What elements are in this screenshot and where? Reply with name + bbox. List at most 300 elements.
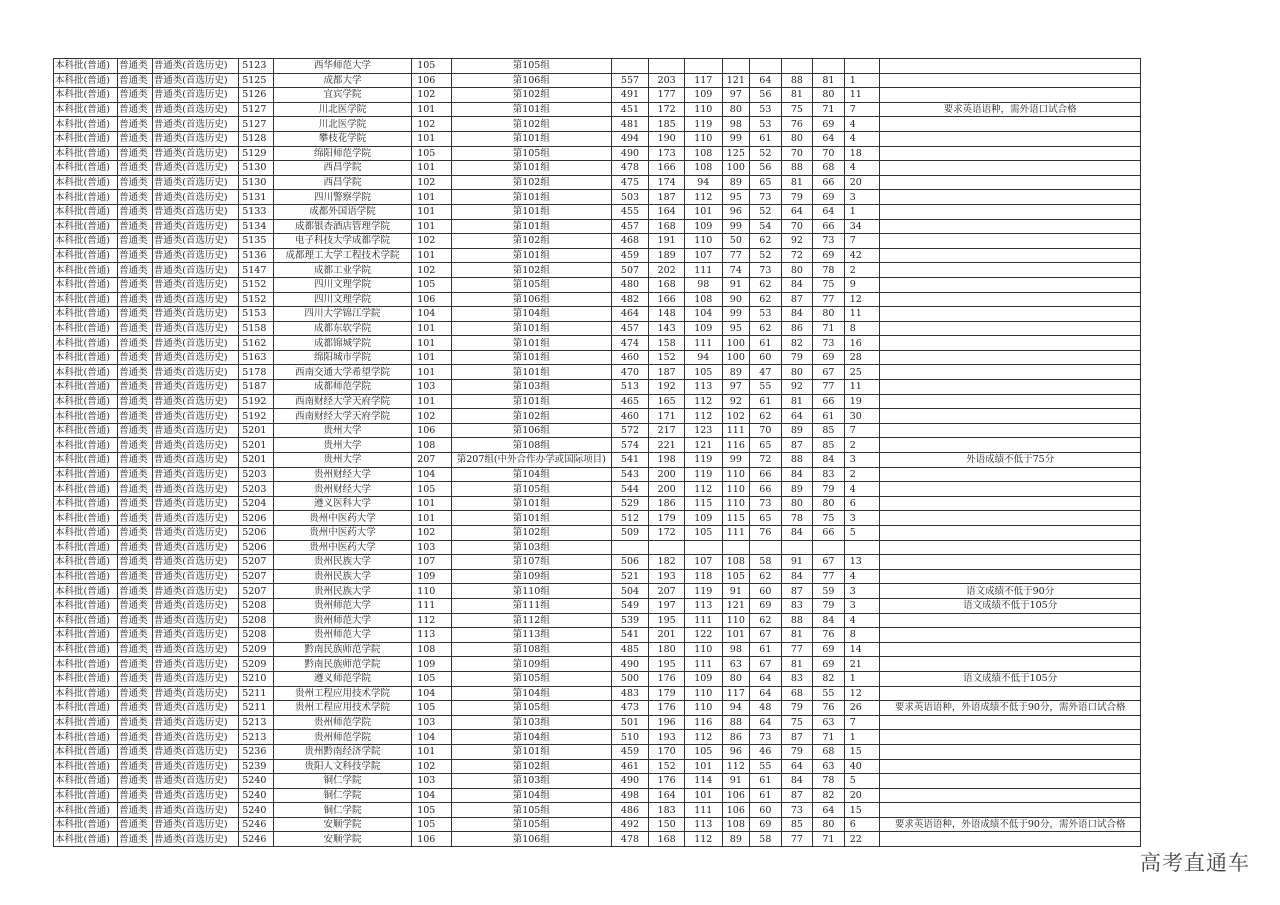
score-f-cell: 64 (813, 131, 845, 146)
score-f-cell: 84 (813, 613, 845, 628)
total-score-cell: 491 (611, 88, 649, 103)
batch-cell: 本科批(普通) (54, 248, 118, 263)
score-b-cell: 104 (684, 307, 722, 322)
score-b-cell: 113 (684, 817, 722, 832)
score-d-cell: 64 (750, 686, 782, 701)
group-name-cell: 第104组 (451, 788, 611, 803)
score-f-cell: 80 (813, 817, 845, 832)
score-a-cell: 179 (649, 511, 685, 526)
category-cell: 普通类 (118, 642, 153, 657)
school-name-cell: 川北医学院 (273, 102, 411, 117)
subject-type-cell: 普通类(首选历史) (152, 321, 239, 336)
score-d-cell: 72 (750, 453, 782, 468)
score-e-cell: 81 (781, 628, 813, 643)
total-score-cell: 451 (611, 102, 649, 117)
score-e-cell: 84 (781, 569, 813, 584)
group-name-cell: 第112组 (451, 613, 611, 628)
group-code-cell: 105 (412, 701, 452, 716)
table-row (54, 744, 1141, 759)
subject-type-cell: 普通类(首选历史) (152, 774, 239, 789)
score-d-cell: 60 (750, 803, 782, 818)
score-f-cell: 76 (813, 701, 845, 716)
batch-cell: 本科批(普通) (54, 496, 118, 511)
score-a-cell: 180 (649, 642, 685, 657)
batch-cell: 本科批(普通) (54, 409, 118, 424)
subject-type-cell: 普通类(首选历史) (152, 744, 239, 759)
score-f-cell: 71 (813, 321, 845, 336)
score-a-cell: 187 (649, 190, 685, 205)
score-d-cell: 61 (750, 774, 782, 789)
category-cell: 普通类 (118, 759, 153, 774)
score-f-cell: 73 (813, 234, 845, 249)
count-cell: 34 (844, 219, 880, 234)
group-name-cell: 第103组 (451, 715, 611, 730)
subject-type-cell: 普通类(首选历史) (152, 307, 239, 322)
count-cell: 25 (844, 365, 880, 380)
group-code-cell: 101 (412, 350, 452, 365)
score-b-cell: 119 (684, 453, 722, 468)
table-row (54, 467, 1141, 482)
batch-cell: 本科批(普通) (54, 321, 118, 336)
remark-cell (880, 511, 1141, 526)
score-d-cell: 64 (750, 671, 782, 686)
score-f-cell: 63 (813, 715, 845, 730)
score-b-cell: 123 (684, 423, 722, 438)
total-score-cell: 490 (611, 657, 649, 672)
score-d-cell: 67 (750, 628, 782, 643)
school-name-cell: 成都外国语学院 (273, 204, 411, 219)
group-name-cell: 第102组 (451, 175, 611, 190)
table-row (54, 832, 1141, 847)
count-cell: 14 (844, 642, 880, 657)
score-f-cell: 69 (813, 190, 845, 205)
score-d-cell: 61 (750, 131, 782, 146)
subject-type-cell: 普通类(首选历史) (152, 88, 239, 103)
score-e-cell: 79 (781, 744, 813, 759)
school-name-cell: 西华师范大学 (273, 59, 411, 74)
score-e-cell: 78 (781, 511, 813, 526)
school-code-cell: 5211 (239, 701, 274, 716)
score-f-cell: 69 (813, 642, 845, 657)
score-d-cell: 62 (750, 292, 782, 307)
score-f-cell: 84 (813, 453, 845, 468)
total-score-cell: 490 (611, 774, 649, 789)
score-d-cell: 56 (750, 161, 782, 176)
count-cell: 3 (844, 511, 880, 526)
school-code-cell: 5208 (239, 613, 274, 628)
category-cell: 普通类 (118, 657, 153, 672)
count-cell (844, 59, 880, 74)
category-cell: 普通类 (118, 496, 153, 511)
table-row (54, 423, 1141, 438)
subject-type-cell: 普通类(首选历史) (152, 263, 239, 278)
subject-type-cell: 普通类(首选历史) (152, 511, 239, 526)
batch-cell: 本科批(普通) (54, 292, 118, 307)
group-name-cell: 第101组 (451, 161, 611, 176)
score-d-cell: 70 (750, 423, 782, 438)
score-b-cell: 119 (684, 467, 722, 482)
table-row (54, 321, 1141, 336)
score-c-cell: 77 (722, 248, 749, 263)
score-c-cell: 108 (722, 817, 749, 832)
remark-cell (880, 423, 1141, 438)
score-b-cell: 105 (684, 526, 722, 541)
subject-type-cell: 普通类(首选历史) (152, 526, 239, 541)
count-cell: 4 (844, 613, 880, 628)
category-cell: 普通类 (118, 234, 153, 249)
school-code-cell: 5210 (239, 671, 274, 686)
table-row (54, 190, 1141, 205)
score-c-cell: 99 (722, 307, 749, 322)
score-f-cell: 66 (813, 219, 845, 234)
score-f-cell: 71 (813, 102, 845, 117)
score-f-cell: 83 (813, 467, 845, 482)
remark-cell (880, 642, 1141, 657)
school-code-cell: 5208 (239, 628, 274, 643)
batch-cell: 本科批(普通) (54, 146, 118, 161)
group-code-cell: 101 (412, 204, 452, 219)
score-c-cell: 110 (722, 496, 749, 511)
group-code-cell: 101 (412, 336, 452, 351)
group-code-cell: 109 (412, 569, 452, 584)
score-c-cell: 99 (722, 453, 749, 468)
score-e-cell: 79 (781, 701, 813, 716)
school-code-cell: 5162 (239, 336, 274, 351)
score-f-cell: 63 (813, 759, 845, 774)
score-c-cell: 88 (722, 715, 749, 730)
school-code-cell: 5240 (239, 774, 274, 789)
score-a-cell (649, 540, 685, 555)
score-a-cell: 176 (649, 774, 685, 789)
count-cell: 26 (844, 701, 880, 716)
score-b-cell: 113 (684, 380, 722, 395)
category-cell: 普通类 (118, 526, 153, 541)
school-code-cell: 5192 (239, 409, 274, 424)
score-c-cell: 96 (722, 204, 749, 219)
school-code-cell: 5240 (239, 803, 274, 818)
count-cell: 20 (844, 788, 880, 803)
score-b-cell: 108 (684, 146, 722, 161)
school-code-cell: 5125 (239, 73, 274, 88)
batch-cell: 本科批(普通) (54, 423, 118, 438)
batch-cell: 本科批(普通) (54, 526, 118, 541)
school-name-cell: 贵州民族大学 (273, 555, 411, 570)
score-a-cell: 150 (649, 817, 685, 832)
score-f-cell: 70 (813, 146, 845, 161)
batch-cell: 本科批(普通) (54, 671, 118, 686)
score-c-cell: 117 (722, 686, 749, 701)
school-code-cell: 5134 (239, 219, 274, 234)
school-name-cell: 安顺学院 (273, 832, 411, 847)
total-score-cell: 510 (611, 730, 649, 745)
remark-cell (880, 628, 1141, 643)
score-f-cell: 66 (813, 394, 845, 409)
table-row (54, 307, 1141, 322)
score-d-cell: 69 (750, 817, 782, 832)
total-score-cell: 544 (611, 482, 649, 497)
batch-cell: 本科批(普通) (54, 511, 118, 526)
category-cell: 普通类 (118, 321, 153, 336)
category-cell: 普通类 (118, 803, 153, 818)
category-cell: 普通类 (118, 774, 153, 789)
total-score-cell: 574 (611, 438, 649, 453)
total-score-cell: 460 (611, 409, 649, 424)
remark-cell (880, 686, 1141, 701)
school-name-cell: 成都东软学院 (273, 321, 411, 336)
batch-cell: 本科批(普通) (54, 467, 118, 482)
total-score-cell: 455 (611, 204, 649, 219)
score-a-cell: 164 (649, 204, 685, 219)
table-row (54, 161, 1141, 176)
school-name-cell: 宜宾学院 (273, 88, 411, 103)
remark-cell (880, 161, 1141, 176)
score-e-cell: 87 (781, 584, 813, 599)
category-cell: 普通类 (118, 277, 153, 292)
count-cell: 22 (844, 832, 880, 847)
score-a-cell: 168 (649, 219, 685, 234)
group-name-cell: 第101组 (451, 744, 611, 759)
total-score-cell: 485 (611, 642, 649, 657)
subject-type-cell: 普通类(首选历史) (152, 642, 239, 657)
score-d-cell: 64 (750, 73, 782, 88)
score-a-cell: 202 (649, 263, 685, 278)
subject-type-cell: 普通类(首选历史) (152, 350, 239, 365)
score-b-cell: 109 (684, 511, 722, 526)
count-cell: 4 (844, 482, 880, 497)
score-d-cell: 66 (750, 467, 782, 482)
score-f-cell: 71 (813, 832, 845, 847)
total-score-cell: 543 (611, 467, 649, 482)
score-c-cell: 98 (722, 642, 749, 657)
school-code-cell: 5207 (239, 555, 274, 570)
score-b-cell: 113 (684, 598, 722, 613)
score-f-cell: 64 (813, 803, 845, 818)
batch-cell: 本科批(普通) (54, 701, 118, 716)
group-name-cell: 第107组 (451, 555, 611, 570)
table-row (54, 788, 1141, 803)
total-score-cell: 529 (611, 496, 649, 511)
remark-cell (880, 832, 1141, 847)
score-b-cell: 112 (684, 190, 722, 205)
category-cell: 普通类 (118, 394, 153, 409)
score-d-cell: 62 (750, 409, 782, 424)
batch-cell: 本科批(普通) (54, 234, 118, 249)
score-a-cell: 207 (649, 584, 685, 599)
total-score-cell: 459 (611, 248, 649, 263)
score-b-cell: 101 (684, 759, 722, 774)
batch-cell: 本科批(普通) (54, 263, 118, 278)
group-code-cell: 109 (412, 657, 452, 672)
remark-cell (880, 715, 1141, 730)
remark-cell (880, 730, 1141, 745)
category-cell: 普通类 (118, 175, 153, 190)
score-f-cell: 61 (813, 409, 845, 424)
subject-type-cell: 普通类(首选历史) (152, 409, 239, 424)
score-d-cell (750, 540, 782, 555)
count-cell: 6 (844, 817, 880, 832)
score-a-cell: 217 (649, 423, 685, 438)
score-b-cell (684, 540, 722, 555)
school-code-cell: 5211 (239, 686, 274, 701)
subject-type-cell: 普通类(首选历史) (152, 161, 239, 176)
remark-cell (880, 263, 1141, 278)
subject-type-cell: 普通类(首选历史) (152, 730, 239, 745)
remark-cell (880, 526, 1141, 541)
subject-type-cell: 普通类(首选历史) (152, 117, 239, 132)
remark-cell (880, 482, 1141, 497)
school-code-cell: 5203 (239, 482, 274, 497)
score-e-cell: 80 (781, 365, 813, 380)
score-c-cell: 106 (722, 788, 749, 803)
remark-cell: 要求英语语种，外语成绩不低于90分，需外语口试合格 (880, 817, 1141, 832)
total-score-cell: 478 (611, 161, 649, 176)
score-e-cell: 88 (781, 613, 813, 628)
count-cell: 1 (844, 671, 880, 686)
score-f-cell: 85 (813, 438, 845, 453)
batch-cell: 本科批(普通) (54, 482, 118, 497)
score-c-cell: 97 (722, 380, 749, 395)
score-a-cell: 148 (649, 307, 685, 322)
subject-type-cell: 普通类(首选历史) (152, 555, 239, 570)
group-name-cell: 第105组 (451, 817, 611, 832)
school-name-cell: 安顺学院 (273, 817, 411, 832)
group-name-cell: 第101组 (451, 204, 611, 219)
remark-cell (880, 467, 1141, 482)
table-row (54, 248, 1141, 263)
score-f-cell: 67 (813, 365, 845, 380)
table-row (54, 496, 1141, 511)
group-name-cell: 第103组 (451, 774, 611, 789)
subject-type-cell: 普通类(首选历史) (152, 292, 239, 307)
school-name-cell: 遵义师范学院 (273, 671, 411, 686)
group-name-cell: 第109组 (451, 569, 611, 584)
score-a-cell: 152 (649, 759, 685, 774)
group-name-cell: 第101组 (451, 496, 611, 511)
score-b-cell: 118 (684, 569, 722, 584)
school-name-cell: 西南财经大学天府学院 (273, 409, 411, 424)
batch-cell: 本科批(普通) (54, 803, 118, 818)
table-row (54, 380, 1141, 395)
score-f-cell: 71 (813, 730, 845, 745)
total-score-cell: 482 (611, 292, 649, 307)
score-b-cell: 122 (684, 628, 722, 643)
score-e-cell: 72 (781, 248, 813, 263)
score-e-cell: 86 (781, 321, 813, 336)
school-code-cell: 5206 (239, 526, 274, 541)
total-score-cell: 504 (611, 584, 649, 599)
school-code-cell: 5131 (239, 190, 274, 205)
score-c-cell: 91 (722, 277, 749, 292)
total-score-cell: 478 (611, 832, 649, 847)
score-f-cell: 77 (813, 292, 845, 307)
score-e-cell: 87 (781, 292, 813, 307)
score-e-cell: 84 (781, 526, 813, 541)
group-name-cell: 第104组 (451, 467, 611, 482)
batch-cell: 本科批(普通) (54, 365, 118, 380)
group-name-cell: 第105组 (451, 671, 611, 686)
category-cell: 普通类 (118, 817, 153, 832)
score-f-cell: 82 (813, 671, 845, 686)
score-d-cell: 62 (750, 569, 782, 584)
score-f-cell: 69 (813, 350, 845, 365)
school-name-cell: 贵州师范学院 (273, 715, 411, 730)
score-f-cell: 68 (813, 161, 845, 176)
score-c-cell: 105 (722, 569, 749, 584)
group-name-cell: 第113组 (451, 628, 611, 643)
score-b-cell: 110 (684, 131, 722, 146)
subject-type-cell: 普通类(首选历史) (152, 803, 239, 818)
remark-cell (880, 613, 1141, 628)
total-score-cell: 506 (611, 555, 649, 570)
category-cell: 普通类 (118, 409, 153, 424)
score-b-cell: 94 (684, 350, 722, 365)
score-a-cell: 190 (649, 131, 685, 146)
score-e-cell: 81 (781, 394, 813, 409)
count-cell: 7 (844, 234, 880, 249)
score-c-cell: 106 (722, 803, 749, 818)
score-e-cell: 89 (781, 482, 813, 497)
remark-cell (880, 73, 1141, 88)
school-name-cell: 贵阳人文科技学院 (273, 759, 411, 774)
category-cell: 普通类 (118, 744, 153, 759)
group-name-cell: 第101组 (451, 131, 611, 146)
school-name-cell: 贵州大学 (273, 438, 411, 453)
table-row (54, 759, 1141, 774)
school-code-cell: 5135 (239, 234, 274, 249)
batch-cell: 本科批(普通) (54, 584, 118, 599)
score-c-cell: 95 (722, 190, 749, 205)
score-e-cell: 80 (781, 496, 813, 511)
subject-type-cell: 普通类(首选历史) (152, 788, 239, 803)
score-c-cell: 89 (722, 365, 749, 380)
score-a-cell: 168 (649, 277, 685, 292)
total-score-cell: 483 (611, 686, 649, 701)
score-d-cell: 58 (750, 555, 782, 570)
table-row (54, 88, 1141, 103)
batch-cell: 本科批(普通) (54, 555, 118, 570)
group-code-cell: 102 (412, 88, 452, 103)
group-name-cell: 第101组 (451, 190, 611, 205)
score-b-cell: 119 (684, 117, 722, 132)
subject-type-cell: 普通类(首选历史) (152, 146, 239, 161)
score-e-cell: 87 (781, 730, 813, 745)
score-c-cell: 50 (722, 234, 749, 249)
table-body (54, 59, 1141, 847)
score-a-cell: 193 (649, 569, 685, 584)
school-code-cell: 5209 (239, 657, 274, 672)
score-a-cell: 186 (649, 496, 685, 511)
score-e-cell: 88 (781, 161, 813, 176)
count-cell: 4 (844, 131, 880, 146)
subject-type-cell: 普通类(首选历史) (152, 584, 239, 599)
score-e-cell: 64 (781, 409, 813, 424)
score-b-cell: 111 (684, 803, 722, 818)
total-score-cell: 457 (611, 219, 649, 234)
count-cell: 6 (844, 496, 880, 511)
score-f-cell: 76 (813, 628, 845, 643)
category-cell: 普通类 (118, 263, 153, 278)
group-code-cell: 101 (412, 365, 452, 380)
school-code-cell: 5204 (239, 496, 274, 511)
remark-cell (880, 438, 1141, 453)
remark-cell (880, 219, 1141, 234)
school-name-cell: 贵州民族大学 (273, 569, 411, 584)
remark-cell (880, 394, 1141, 409)
batch-cell: 本科批(普通) (54, 350, 118, 365)
remark-cell (880, 569, 1141, 584)
school-code-cell: 5201 (239, 438, 274, 453)
batch-cell: 本科批(普通) (54, 438, 118, 453)
